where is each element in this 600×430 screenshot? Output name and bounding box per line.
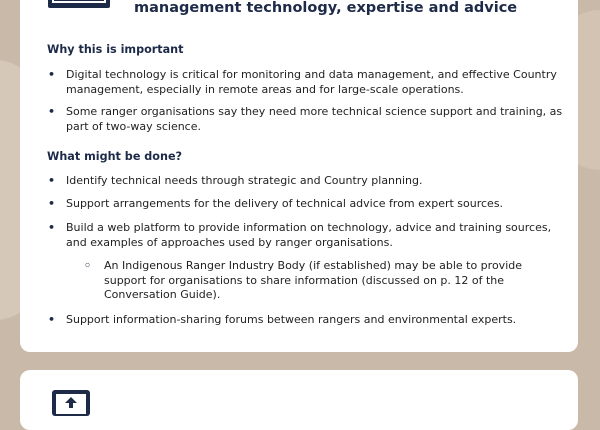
next-card <box>20 370 578 430</box>
monitor-icon <box>46 0 112 12</box>
list-item: • Support arrangements for the delivery of technical advice from expert sources. <box>66 197 566 212</box>
list-item: • Build a web platform to provide information on technology, advice and training sources, and examples of approaches used by ranger organisations. <box>66 221 566 250</box>
list-item: • Identify technical needs through strategic and Country planning. <box>66 174 566 189</box>
sub-list-item: ◦ An Indigenous Ranger Industry Body (if established) may be able to provide support for organisations to share information (discussed on p. 12 of the Conversation Guide). <box>104 259 564 303</box>
card-heading: management technology, expertise and advice <box>134 0 518 16</box>
list-item: • Some ranger organisations say they need more technical science support and training, as part of two-way science. <box>66 105 566 134</box>
why-title: Why this is important <box>47 43 184 56</box>
list-item: • Support information-sharing forums between rangers and environmental experts. <box>66 313 566 328</box>
list-item: • Digital technology is critical for monitoring and data management, and effective Country management, especially in remote areas and for large-scale operations. <box>66 68 566 97</box>
info-card <box>20 0 578 352</box>
what-title: What might be done? <box>47 150 183 163</box>
laptop-icon <box>48 390 94 418</box>
